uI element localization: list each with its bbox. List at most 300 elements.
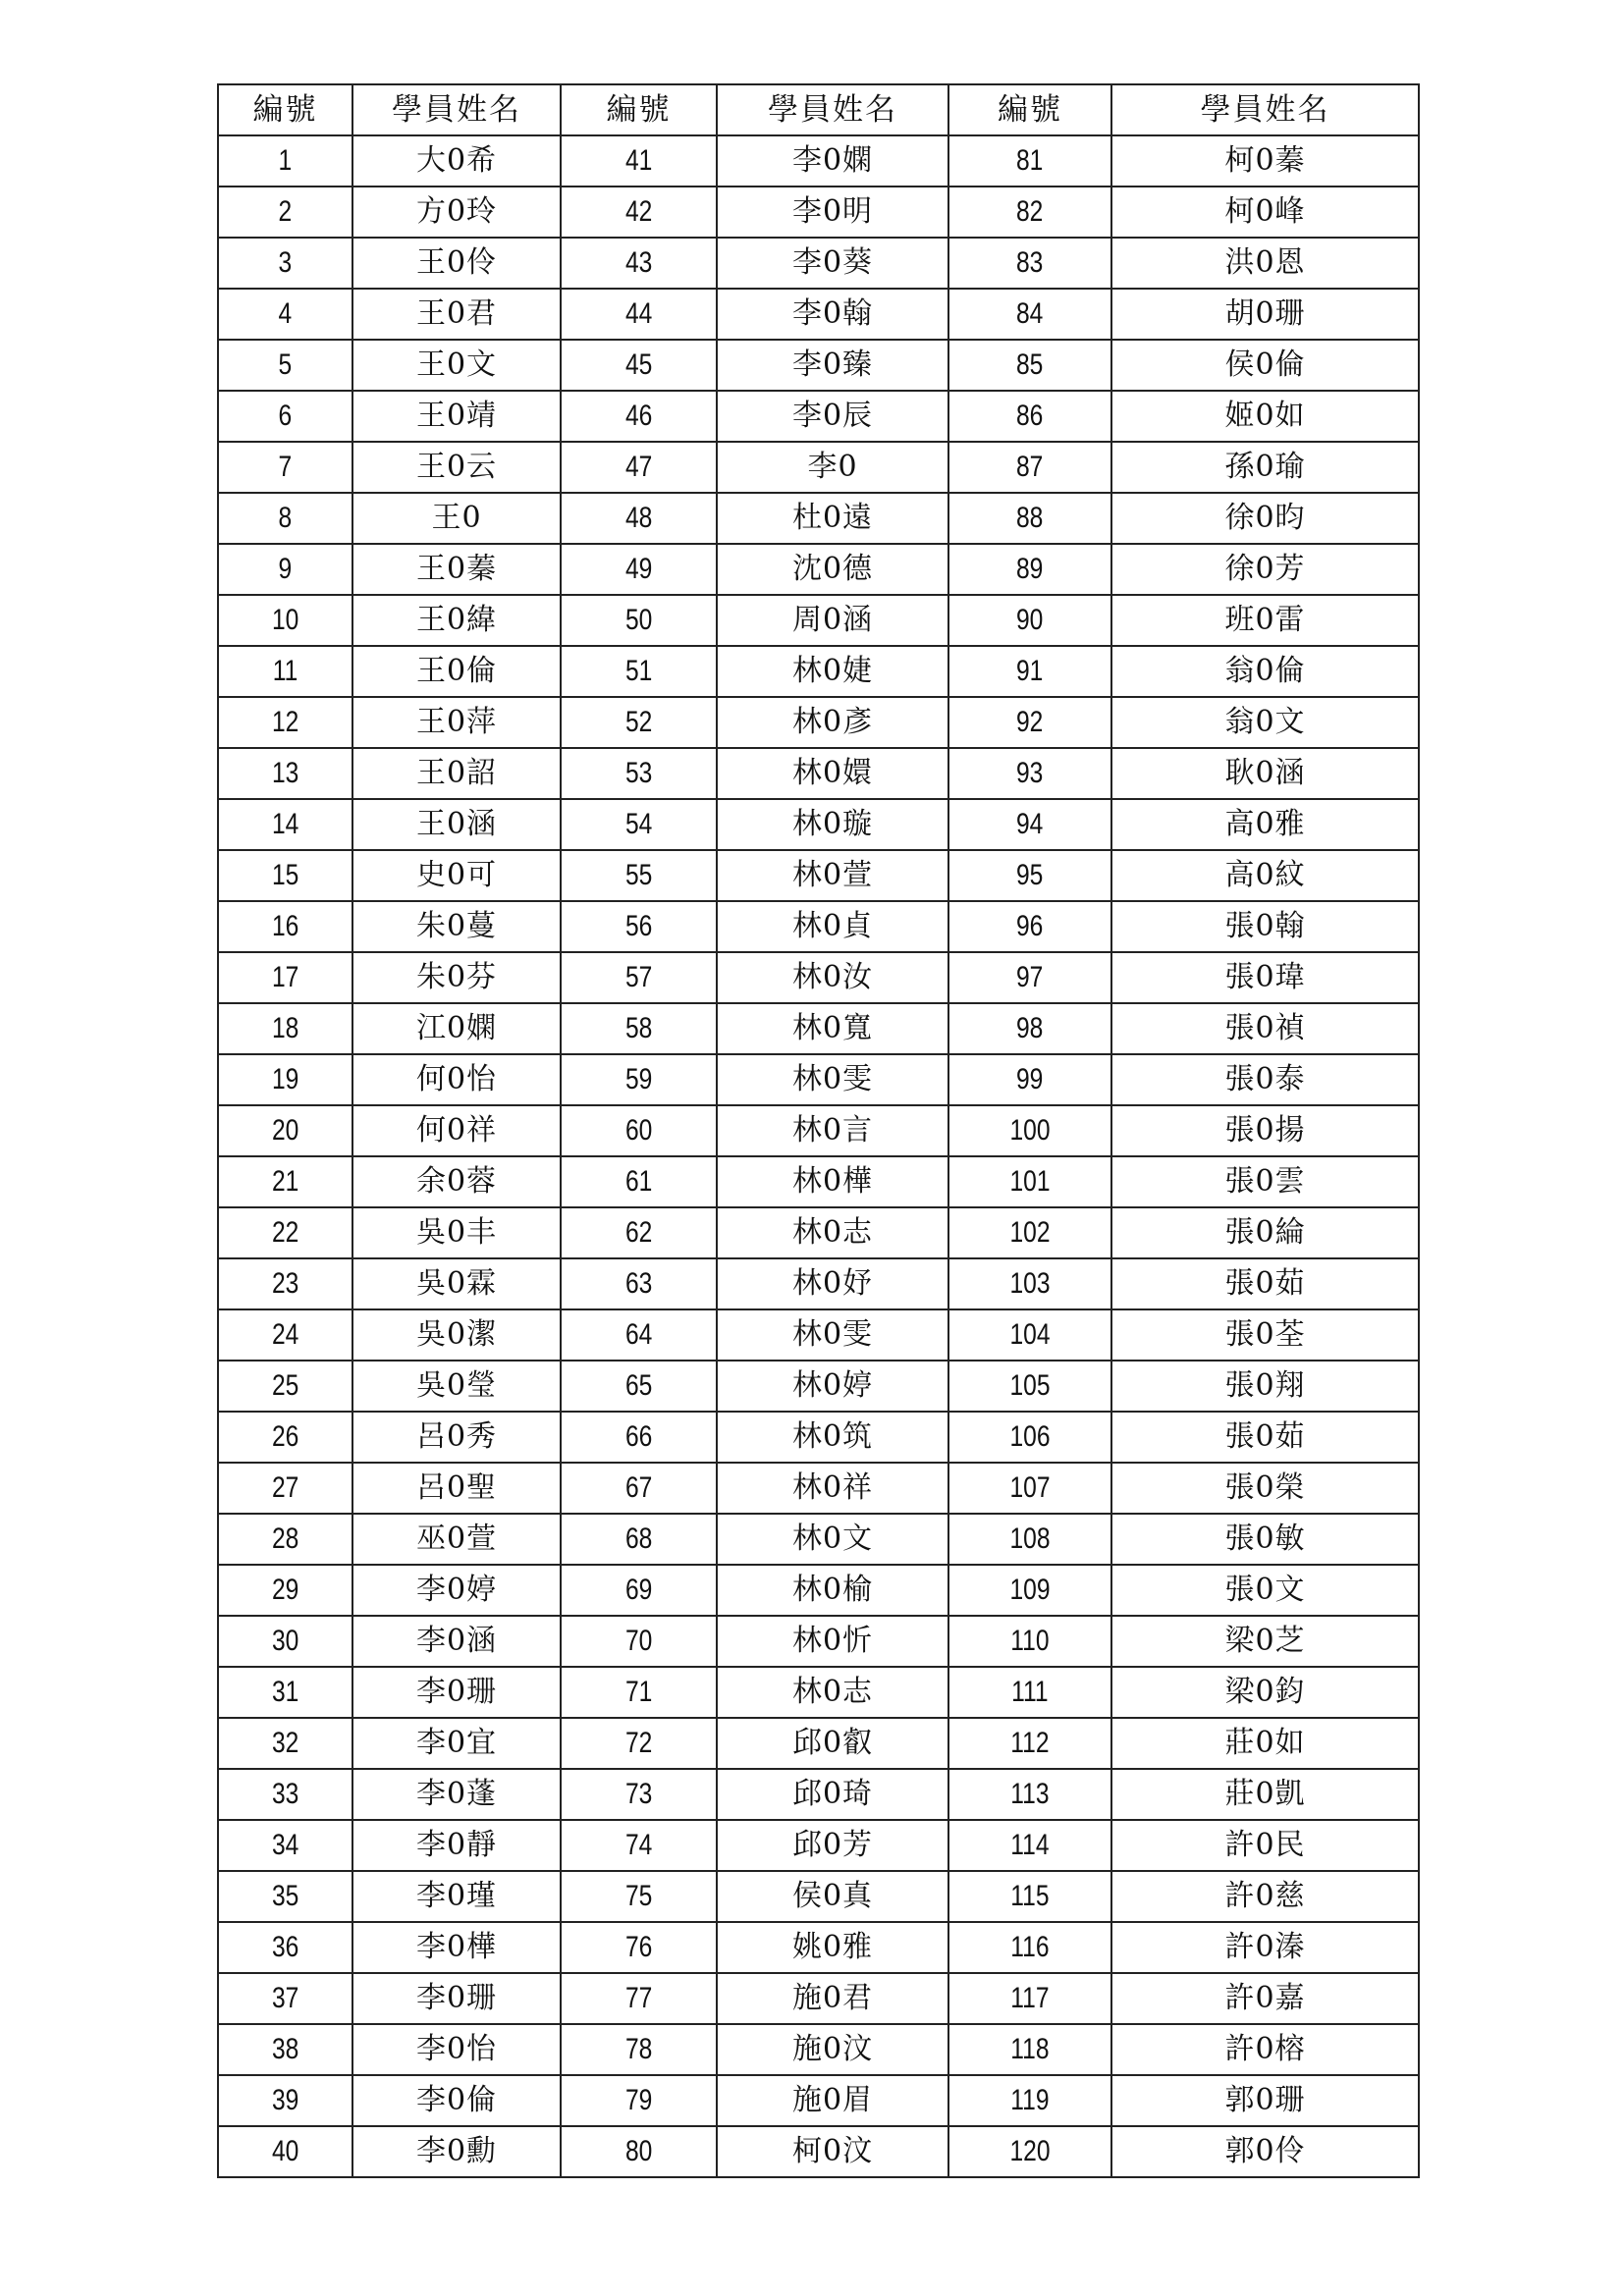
student-number: 53 bbox=[624, 757, 653, 789]
student-name: 郭0伶 bbox=[1111, 2126, 1419, 2177]
student-roster-table bbox=[217, 83, 1420, 2178]
student-name: 吳0瑩 bbox=[352, 1361, 561, 1412]
table-row bbox=[218, 2126, 1419, 2177]
student-number: 80 bbox=[624, 2135, 653, 2167]
student-number-cell bbox=[948, 1156, 1111, 1207]
table-row bbox=[218, 1412, 1419, 1463]
student-number: 44 bbox=[624, 297, 653, 330]
student-number-cell bbox=[948, 340, 1111, 391]
student-number: 63 bbox=[624, 1267, 653, 1300]
student-number-cell bbox=[561, 1769, 717, 1820]
student-name: 李0瑾 bbox=[352, 1871, 561, 1922]
student-name: 林0璇 bbox=[717, 799, 948, 850]
table-row bbox=[218, 1207, 1419, 1258]
column-header-number: 編號 bbox=[561, 84, 717, 135]
student-name: 林0婷 bbox=[717, 1361, 948, 1412]
student-name: 王0倫 bbox=[352, 646, 561, 697]
student-number-cell bbox=[948, 646, 1111, 697]
student-number: 77 bbox=[624, 1982, 653, 2014]
student-number-cell bbox=[561, 1718, 717, 1769]
student-name: 沈0德 bbox=[717, 544, 948, 595]
student-number-cell bbox=[218, 1616, 352, 1667]
table-row bbox=[218, 1769, 1419, 1820]
student-number: 89 bbox=[1016, 553, 1044, 585]
student-number-cell bbox=[218, 697, 352, 748]
student-number: 111 bbox=[1011, 1676, 1049, 1708]
student-name: 林0忻 bbox=[717, 1616, 948, 1667]
table-row bbox=[218, 1616, 1419, 1667]
student-number: 85 bbox=[1016, 348, 1044, 381]
column-header-name: 學員姓名 bbox=[1111, 84, 1419, 135]
student-number: 48 bbox=[624, 502, 653, 534]
student-name: 許0民 bbox=[1111, 1820, 1419, 1871]
student-number-cell bbox=[218, 289, 352, 340]
table-row bbox=[218, 799, 1419, 850]
student-number-cell bbox=[561, 1258, 717, 1309]
student-number-cell bbox=[948, 544, 1111, 595]
student-name: 李0嫻 bbox=[717, 135, 948, 187]
student-name: 王0緯 bbox=[352, 595, 561, 646]
student-number-cell bbox=[948, 1361, 1111, 1412]
student-number-cell bbox=[561, 391, 717, 442]
student-number: 50 bbox=[624, 604, 653, 636]
student-name: 張0綸 bbox=[1111, 1207, 1419, 1258]
student-number: 46 bbox=[624, 400, 653, 432]
student-number: 74 bbox=[624, 1829, 653, 1861]
student-number: 18 bbox=[271, 1012, 299, 1044]
student-number: 84 bbox=[1016, 297, 1044, 330]
student-number: 10 bbox=[271, 604, 299, 636]
student-number-cell bbox=[948, 289, 1111, 340]
student-number: 98 bbox=[1016, 1012, 1044, 1044]
student-number-cell bbox=[561, 1565, 717, 1616]
student-number: 2 bbox=[278, 195, 293, 228]
table-row bbox=[218, 289, 1419, 340]
student-number: 95 bbox=[1016, 859, 1044, 891]
student-name: 李0明 bbox=[717, 187, 948, 238]
student-number-cell bbox=[561, 340, 717, 391]
student-number: 60 bbox=[624, 1114, 653, 1147]
student-number-cell bbox=[218, 1309, 352, 1361]
table-row bbox=[218, 1361, 1419, 1412]
student-number: 19 bbox=[271, 1063, 299, 1095]
table-row bbox=[218, 850, 1419, 901]
student-number: 17 bbox=[271, 961, 299, 993]
student-number: 104 bbox=[1009, 1318, 1051, 1351]
student-number: 108 bbox=[1009, 1522, 1051, 1555]
student-name: 王0靖 bbox=[352, 391, 561, 442]
student-name: 姬0如 bbox=[1111, 391, 1419, 442]
table-row bbox=[218, 901, 1419, 952]
student-number-cell bbox=[218, 799, 352, 850]
student-number-cell bbox=[948, 1565, 1111, 1616]
student-number-cell bbox=[948, 1769, 1111, 1820]
student-name: 柯0峰 bbox=[1111, 187, 1419, 238]
student-number-cell bbox=[561, 1667, 717, 1718]
student-number-cell bbox=[948, 1309, 1111, 1361]
student-name: 王0詔 bbox=[352, 748, 561, 799]
column-header-number: 編號 bbox=[948, 84, 1111, 135]
table-row bbox=[218, 2075, 1419, 2126]
student-name: 邱0琦 bbox=[717, 1769, 948, 1820]
student-number-cell bbox=[218, 850, 352, 901]
student-name: 王0君 bbox=[352, 289, 561, 340]
student-number: 23 bbox=[271, 1267, 299, 1300]
student-number-cell bbox=[218, 901, 352, 952]
student-number-cell bbox=[948, 493, 1111, 544]
student-name: 李0臻 bbox=[717, 340, 948, 391]
student-number: 62 bbox=[624, 1216, 653, 1249]
student-number: 91 bbox=[1016, 655, 1044, 687]
student-number-cell bbox=[561, 1616, 717, 1667]
student-name: 張0茹 bbox=[1111, 1412, 1419, 1463]
student-number-cell bbox=[561, 187, 717, 238]
table-row bbox=[218, 697, 1419, 748]
table-row bbox=[218, 1309, 1419, 1361]
student-name: 王0萍 bbox=[352, 697, 561, 748]
student-number-cell bbox=[218, 493, 352, 544]
student-number: 51 bbox=[624, 655, 653, 687]
table-row bbox=[218, 1463, 1419, 1514]
table-row bbox=[218, 1973, 1419, 2024]
student-number: 81 bbox=[1016, 144, 1044, 177]
student-number-cell bbox=[218, 1922, 352, 1973]
student-number-cell bbox=[561, 2126, 717, 2177]
column-header-name: 學員姓名 bbox=[717, 84, 948, 135]
student-name: 吳0丰 bbox=[352, 1207, 561, 1258]
student-number: 67 bbox=[624, 1471, 653, 1504]
student-name: 郭0珊 bbox=[1111, 2075, 1419, 2126]
student-number-cell bbox=[948, 1105, 1111, 1156]
student-number-cell bbox=[561, 799, 717, 850]
student-number: 57 bbox=[624, 961, 653, 993]
student-number-cell bbox=[218, 391, 352, 442]
student-number: 16 bbox=[271, 910, 299, 942]
student-name: 張0文 bbox=[1111, 1565, 1419, 1616]
student-name: 李0辰 bbox=[717, 391, 948, 442]
student-number-cell bbox=[561, 1871, 717, 1922]
student-number-cell bbox=[218, 2075, 352, 2126]
student-name: 侯0真 bbox=[717, 1871, 948, 1922]
student-number: 113 bbox=[1010, 1778, 1050, 1810]
student-name: 梁0鈞 bbox=[1111, 1667, 1419, 1718]
student-number-cell bbox=[218, 340, 352, 391]
student-number-cell bbox=[948, 2126, 1111, 2177]
student-number: 12 bbox=[271, 706, 299, 738]
student-number-cell bbox=[218, 1565, 352, 1616]
student-name: 林0汝 bbox=[717, 952, 948, 1003]
student-number: 28 bbox=[271, 1522, 299, 1555]
student-number-cell bbox=[948, 187, 1111, 238]
table-row bbox=[218, 1003, 1419, 1054]
student-name: 杜0遠 bbox=[717, 493, 948, 544]
student-name: 莊0如 bbox=[1111, 1718, 1419, 1769]
student-name: 李0倫 bbox=[352, 2075, 561, 2126]
student-number: 15 bbox=[271, 859, 299, 891]
student-name: 李0怡 bbox=[352, 2024, 561, 2075]
student-name: 姚0雅 bbox=[717, 1922, 948, 1973]
student-number: 6 bbox=[278, 400, 293, 432]
student-number-cell bbox=[218, 1207, 352, 1258]
student-number: 54 bbox=[624, 808, 653, 840]
student-name: 何0祥 bbox=[352, 1105, 561, 1156]
student-name: 張0翰 bbox=[1111, 901, 1419, 952]
student-number-cell bbox=[948, 1003, 1111, 1054]
student-number: 75 bbox=[624, 1880, 653, 1912]
student-number: 39 bbox=[271, 2084, 299, 2116]
column-header-name: 學員姓名 bbox=[352, 84, 561, 135]
student-number-cell bbox=[561, 289, 717, 340]
student-number-cell bbox=[218, 1361, 352, 1412]
student-name: 林0雯 bbox=[717, 1309, 948, 1361]
student-number: 83 bbox=[1016, 246, 1044, 279]
student-number-cell bbox=[948, 697, 1111, 748]
student-number: 87 bbox=[1016, 451, 1044, 483]
student-name: 耿0涵 bbox=[1111, 748, 1419, 799]
student-name: 林0雯 bbox=[717, 1054, 948, 1105]
table-row bbox=[218, 1054, 1419, 1105]
student-number: 86 bbox=[1016, 400, 1044, 432]
table-row bbox=[218, 1667, 1419, 1718]
table-row bbox=[218, 391, 1419, 442]
student-number-cell bbox=[948, 1973, 1111, 2024]
student-number-cell bbox=[218, 646, 352, 697]
student-number-cell bbox=[561, 1054, 717, 1105]
student-number: 82 bbox=[1016, 195, 1044, 228]
student-number: 65 bbox=[624, 1369, 653, 1402]
table-row bbox=[218, 2024, 1419, 2075]
student-name: 李0葵 bbox=[717, 238, 948, 289]
student-number-cell bbox=[218, 187, 352, 238]
student-name: 施0眉 bbox=[717, 2075, 948, 2126]
student-number: 99 bbox=[1016, 1063, 1044, 1095]
student-name: 李0涵 bbox=[352, 1616, 561, 1667]
student-name: 張0揚 bbox=[1111, 1105, 1419, 1156]
student-name: 許0嘉 bbox=[1111, 1973, 1419, 2024]
student-number: 52 bbox=[624, 706, 653, 738]
student-name: 柯0蓁 bbox=[1111, 135, 1419, 187]
student-number-cell bbox=[218, 1718, 352, 1769]
student-number: 58 bbox=[624, 1012, 653, 1044]
student-number: 45 bbox=[624, 348, 653, 381]
student-number-cell bbox=[561, 1973, 717, 2024]
student-number: 38 bbox=[271, 2033, 299, 2065]
student-number-cell bbox=[218, 544, 352, 595]
student-number-cell bbox=[218, 135, 352, 187]
student-number: 64 bbox=[624, 1318, 653, 1351]
student-number: 25 bbox=[271, 1369, 299, 1402]
student-name: 林0萱 bbox=[717, 850, 948, 901]
student-number-cell bbox=[948, 850, 1111, 901]
student-name: 施0君 bbox=[717, 1973, 948, 2024]
student-number: 96 bbox=[1016, 910, 1044, 942]
student-name: 張0荃 bbox=[1111, 1309, 1419, 1361]
student-number: 115 bbox=[1010, 1880, 1050, 1912]
student-number-cell bbox=[948, 748, 1111, 799]
student-number-cell bbox=[561, 442, 717, 493]
student-number: 92 bbox=[1016, 706, 1044, 738]
student-name: 呂0秀 bbox=[352, 1412, 561, 1463]
student-name: 林0寬 bbox=[717, 1003, 948, 1054]
student-number: 120 bbox=[1009, 2135, 1051, 2167]
student-name: 林0祥 bbox=[717, 1463, 948, 1514]
student-number-cell bbox=[218, 748, 352, 799]
student-number: 9 bbox=[278, 553, 293, 585]
student-name: 李0蓬 bbox=[352, 1769, 561, 1820]
student-number: 11 bbox=[272, 655, 298, 687]
student-number: 56 bbox=[624, 910, 653, 942]
student-name: 洪0恩 bbox=[1111, 238, 1419, 289]
student-number-cell bbox=[218, 1463, 352, 1514]
student-number-cell bbox=[948, 1514, 1111, 1565]
student-number-cell bbox=[218, 1003, 352, 1054]
student-number-cell bbox=[561, 1514, 717, 1565]
student-name: 林0言 bbox=[717, 1105, 948, 1156]
student-name: 莊0凱 bbox=[1111, 1769, 1419, 1820]
student-name: 方0玲 bbox=[352, 187, 561, 238]
student-name: 林0彥 bbox=[717, 697, 948, 748]
student-number-cell bbox=[561, 1820, 717, 1871]
student-number-cell bbox=[218, 1514, 352, 1565]
student-name: 林0筑 bbox=[717, 1412, 948, 1463]
table-row bbox=[218, 238, 1419, 289]
table-row bbox=[218, 442, 1419, 493]
table-row bbox=[218, 493, 1419, 544]
student-name: 王0蓁 bbox=[352, 544, 561, 595]
student-number-cell bbox=[561, 595, 717, 646]
table-row bbox=[218, 1922, 1419, 1973]
student-name: 李0珊 bbox=[352, 1667, 561, 1718]
student-name: 侯0倫 bbox=[1111, 340, 1419, 391]
student-number-cell bbox=[561, 2024, 717, 2075]
student-name: 孫0瑜 bbox=[1111, 442, 1419, 493]
student-name: 林0嬛 bbox=[717, 748, 948, 799]
student-number-cell bbox=[218, 1973, 352, 2024]
student-name: 周0涵 bbox=[717, 595, 948, 646]
student-number: 7 bbox=[278, 451, 293, 483]
student-number: 29 bbox=[271, 1574, 299, 1606]
student-number-cell bbox=[948, 1616, 1111, 1667]
student-name: 何0怡 bbox=[352, 1054, 561, 1105]
student-number-cell bbox=[561, 493, 717, 544]
student-number-cell bbox=[948, 391, 1111, 442]
table-row bbox=[218, 187, 1419, 238]
student-name: 林0樺 bbox=[717, 1156, 948, 1207]
student-number: 97 bbox=[1016, 961, 1044, 993]
student-name: 王0伶 bbox=[352, 238, 561, 289]
student-name: 張0瑋 bbox=[1111, 952, 1419, 1003]
student-number: 8 bbox=[278, 502, 293, 534]
student-number-cell bbox=[561, 1922, 717, 1973]
student-name: 許0榕 bbox=[1111, 2024, 1419, 2075]
student-name: 張0茹 bbox=[1111, 1258, 1419, 1309]
student-name: 李0翰 bbox=[717, 289, 948, 340]
table-row bbox=[218, 1514, 1419, 1565]
student-number: 14 bbox=[271, 808, 299, 840]
student-number-cell bbox=[948, 1054, 1111, 1105]
student-number: 47 bbox=[624, 451, 653, 483]
student-number: 5 bbox=[278, 348, 293, 381]
student-number-cell bbox=[218, 1769, 352, 1820]
student-number-cell bbox=[218, 1156, 352, 1207]
student-number-cell bbox=[561, 544, 717, 595]
student-number-cell bbox=[561, 850, 717, 901]
student-name: 胡0珊 bbox=[1111, 289, 1419, 340]
student-number: 27 bbox=[271, 1471, 299, 1504]
student-number: 68 bbox=[624, 1522, 653, 1555]
student-number: 24 bbox=[271, 1318, 299, 1351]
student-name: 班0雷 bbox=[1111, 595, 1419, 646]
student-number-cell bbox=[218, 2126, 352, 2177]
student-name: 王0文 bbox=[352, 340, 561, 391]
table-header-row bbox=[218, 84, 1419, 135]
student-name: 大0希 bbox=[352, 135, 561, 187]
student-number-cell bbox=[948, 595, 1111, 646]
student-number: 78 bbox=[624, 2033, 653, 2065]
student-number-cell bbox=[948, 1207, 1111, 1258]
table-row bbox=[218, 748, 1419, 799]
table-row bbox=[218, 1156, 1419, 1207]
student-number-cell bbox=[218, 238, 352, 289]
student-number: 55 bbox=[624, 859, 653, 891]
student-name: 林0榆 bbox=[717, 1565, 948, 1616]
student-number: 4 bbox=[278, 297, 293, 330]
student-name: 李0樺 bbox=[352, 1922, 561, 1973]
student-number: 66 bbox=[624, 1420, 653, 1453]
student-number-cell bbox=[561, 646, 717, 697]
student-number: 69 bbox=[624, 1574, 653, 1606]
student-number: 26 bbox=[271, 1420, 299, 1453]
student-number-cell bbox=[218, 1054, 352, 1105]
student-number-cell bbox=[218, 442, 352, 493]
student-number-cell bbox=[218, 952, 352, 1003]
student-number-cell bbox=[948, 1820, 1111, 1871]
student-name: 高0雅 bbox=[1111, 799, 1419, 850]
student-number-cell bbox=[561, 1309, 717, 1361]
table-row bbox=[218, 595, 1419, 646]
student-number-cell bbox=[561, 1361, 717, 1412]
student-name: 梁0芝 bbox=[1111, 1616, 1419, 1667]
student-number-cell bbox=[218, 1105, 352, 1156]
student-number: 20 bbox=[271, 1114, 299, 1147]
student-name: 巫0萱 bbox=[352, 1514, 561, 1565]
student-number-cell bbox=[948, 1871, 1111, 1922]
student-number: 101 bbox=[1009, 1165, 1051, 1198]
student-name: 李0 bbox=[717, 442, 948, 493]
student-number: 22 bbox=[271, 1216, 299, 1249]
student-name: 邱0芳 bbox=[717, 1820, 948, 1871]
student-number: 109 bbox=[1009, 1574, 1051, 1606]
student-name: 林0志 bbox=[717, 1667, 948, 1718]
student-number-cell bbox=[561, 1156, 717, 1207]
student-number: 105 bbox=[1009, 1369, 1051, 1402]
student-name: 吳0霖 bbox=[352, 1258, 561, 1309]
student-name: 高0紋 bbox=[1111, 850, 1419, 901]
student-number: 110 bbox=[1010, 1625, 1050, 1657]
student-number: 90 bbox=[1016, 604, 1044, 636]
table-body bbox=[218, 135, 1419, 2177]
student-number: 119 bbox=[1010, 2084, 1050, 2116]
student-number: 117 bbox=[1010, 1982, 1050, 2014]
student-number-cell bbox=[948, 135, 1111, 187]
student-name: 翁0文 bbox=[1111, 697, 1419, 748]
table-row bbox=[218, 1871, 1419, 1922]
student-name: 李0婷 bbox=[352, 1565, 561, 1616]
student-name: 邱0叡 bbox=[717, 1718, 948, 1769]
student-name: 王0涵 bbox=[352, 799, 561, 850]
student-name: 徐0昀 bbox=[1111, 493, 1419, 544]
student-number-cell bbox=[948, 799, 1111, 850]
